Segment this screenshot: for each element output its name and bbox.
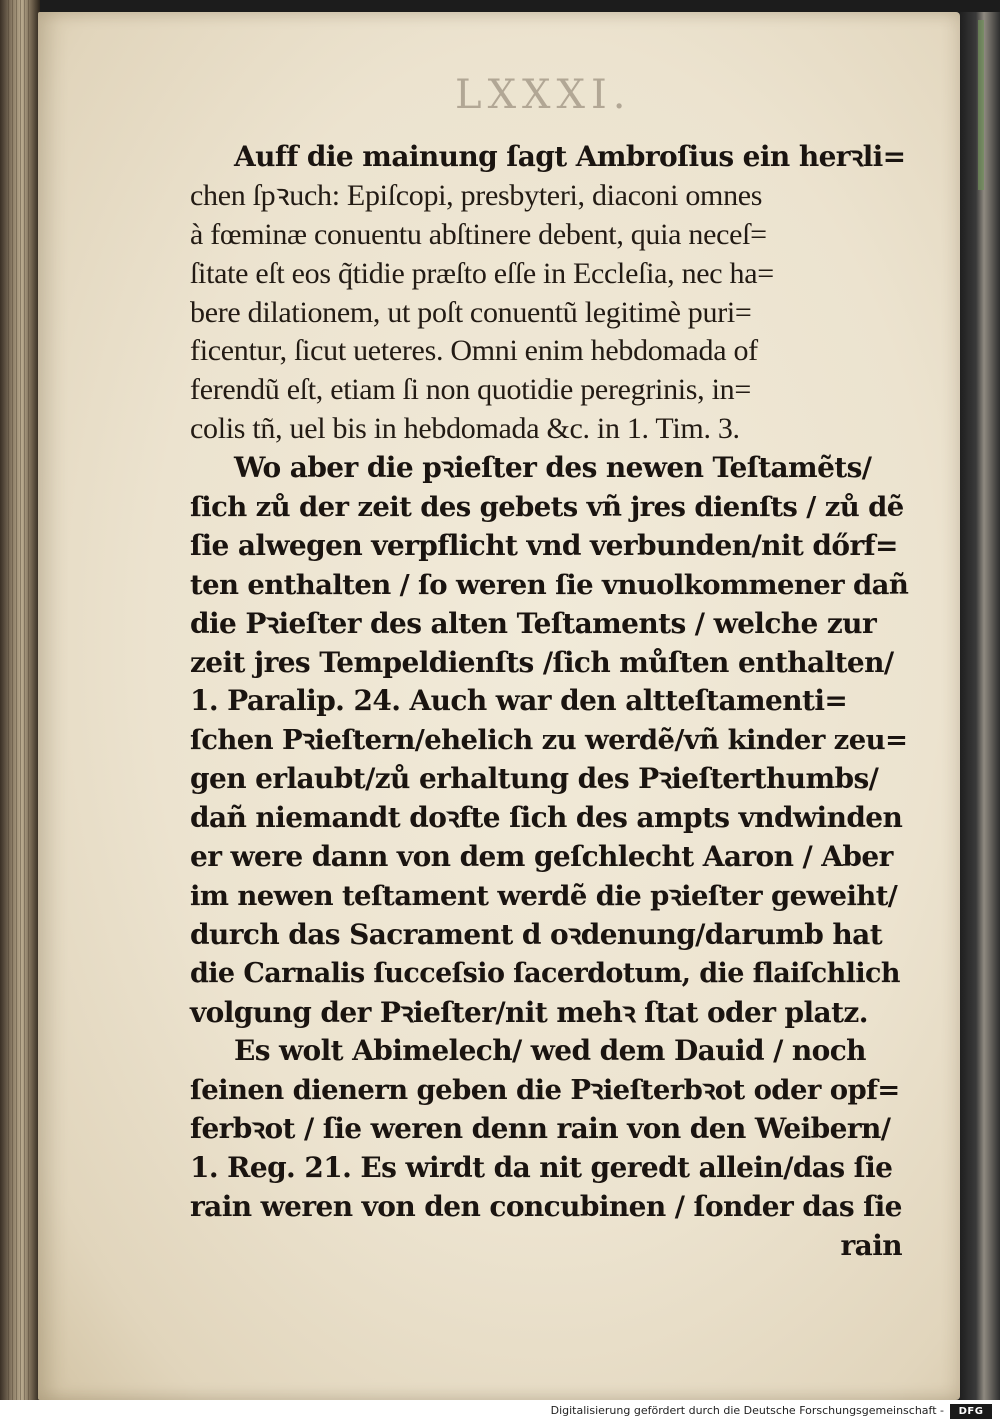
scan-right-border	[960, 12, 1000, 1400]
text-line: chen ſpꝛuch: Epiſcopi, presbyteri, diaconi omnes	[190, 178, 763, 212]
text-line: gen erlaubt/zů erhaltung des Pꝛieſterthumbs/	[190, 762, 879, 796]
digitization-footer	[0, 1400, 1000, 1424]
folio-number: LXXXI.	[455, 72, 632, 118]
text-line: ſie alwegen verpflicht vnd verbunden/nit dőrf=	[190, 528, 898, 562]
text-line: dañ niemandt doꝛfte ſich des ampts vndwinden	[190, 801, 903, 835]
color-calibration-strip	[978, 20, 984, 190]
text-line: die Carnalis ſucceſsio ſacerdotum, die flaiſchlich	[190, 957, 900, 989]
text-line: à fœminæ conuentu abſtinere debent, quia neceſ=	[190, 217, 767, 251]
text-line: ferbꝛot / ſie weren denn rain von den Weibern/	[190, 1112, 891, 1146]
page-text-block	[190, 138, 910, 1266]
text-line: durch das Sacrament d oꝛdenung/darumb hat	[190, 917, 883, 951]
text-line: zeit jres Tempeldienſts /ſich můſten enthalten/	[190, 645, 894, 679]
text-line: er were dann von dem geſchlecht Aaron / Aber	[190, 840, 893, 874]
dfg-logo: DFG	[950, 1404, 992, 1419]
text-line: ten enthalten / ſo weren ſie vnuolkommener dañ	[190, 568, 909, 601]
text-line: Auff die mainung ſagt Ambroſius ein herꝛli=	[234, 140, 906, 173]
text-line: Es wolt Abimelech/ wed dem Dauid / noch	[234, 1034, 866, 1068]
text-line: ſich zů der zeit des gebets vñ jres dienſts / zů dẽ	[190, 491, 904, 524]
text-line: rain	[840, 1228, 902, 1262]
book-page-edges	[0, 0, 40, 1400]
text-line: bere dilationem, ut poſt conuentũ legitimè puri=	[190, 295, 752, 329]
text-line: im newen teſtament werdẽ die pꝛieſter geweiht/	[190, 879, 898, 912]
footer-credit: Digitalisierung gefördert durch die Deutsche Forschungsgemeinschaft -	[550, 1404, 944, 1417]
text-line: Wo aber die pꝛieſter des newen Teſtamẽts/	[234, 451, 872, 485]
text-line: ſitate eſt eos q̃tidie præſto eſſe in Eccleſia, nec ha=	[190, 256, 774, 290]
text-line: ferendũ eſt, etiam ſi non quotidie peregrinis, in=	[190, 373, 751, 407]
text-line: die Pꝛieſter des alten Teſtaments / welche zur	[190, 606, 877, 640]
text-line: 1. Reg. 21. Es wirdt da nit geredt allein/das ſie	[190, 1151, 893, 1185]
text-line: colis tñ, uel bis in hebdomada &c. in 1. Tim. 3.	[190, 412, 740, 446]
text-line: volgung der Pꝛieſter/nit mehꝛ ſtat oder platz.	[190, 995, 868, 1029]
text-line: ſchen Pꝛieſtern/ehelich zu werdẽ/vñ kinder zeu=	[190, 724, 908, 757]
text-line: ſeinen dienern geben die Pꝛieſterbꝛot oder opf=	[190, 1074, 900, 1107]
text-line: 1. Paralip. 24. Auch war den altteſtamenti=	[190, 684, 848, 718]
text-line: ficentur, ſicut ueteres. Omni enim hebdomada of	[190, 334, 758, 368]
text-line: rain weren von den concubinen / ſonder das ſie	[190, 1190, 902, 1224]
